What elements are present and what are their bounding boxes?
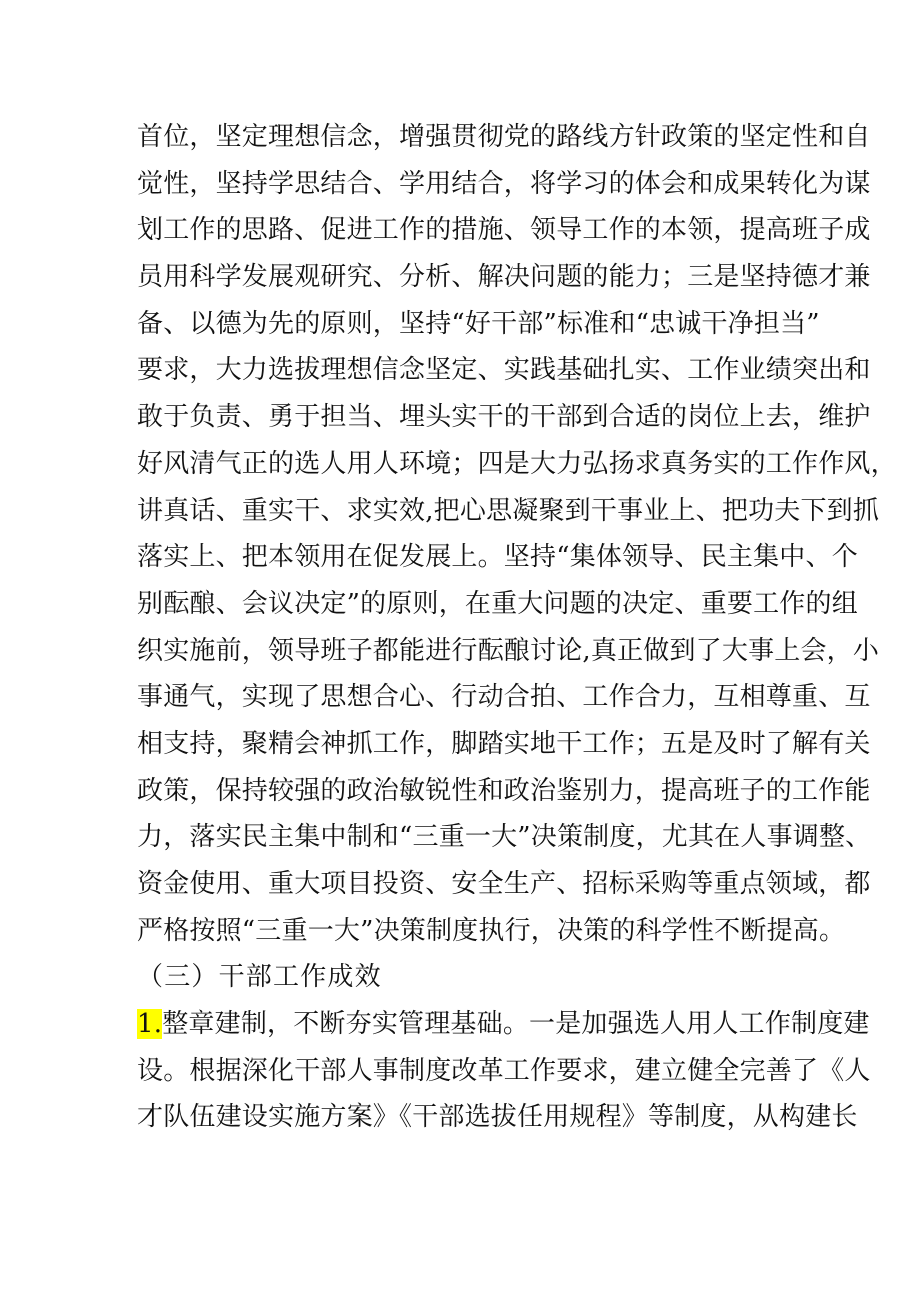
paragraph-line: 落实上、把本领用在促发展上。坚持“集体领导、民主集中、个: [137, 542, 858, 573]
document-body: [137, 114, 897, 1141]
paragraph-line: 要求，大力选拔理想信念坚定、实践基础扎实、工作业绩突出和: [137, 355, 871, 386]
item-number-highlight: 1.: [137, 1009, 163, 1040]
paragraph-line: 别酝酿、会议决定”的原则，在重大问题的决定、重要工作的组: [137, 588, 858, 619]
paragraph-line: 资金使用、重大项目投资、安全生产、招标采购等重点领域，都: [137, 869, 871, 899]
item-first-line-text: 整章建制，不断夯实管理基础。一是加强选人用人工作制度建: [162, 1009, 870, 1040]
paragraph-line: 织实施前，领导班子都能进行酝酿讨论,真正做到了大事上会，小: [137, 635, 880, 666]
paragraph-line: 严格按照“三重一大”决策制度执行，决策的科学性不断提高。: [137, 915, 846, 946]
paragraph-line: 划工作的思路、促进工作的措施、领导工作的本领，提高班子成: [137, 215, 871, 246]
paragraph-line: 事通气，实现了思想合心、行动合拍、工作合力，互相尊重、互: [137, 682, 871, 713]
paragraph-line: 设。根据深化干部人事制度改革工作要求，建立健全完善了《人: [137, 1055, 871, 1086]
section-heading: （三）干部工作成效: [137, 962, 382, 993]
paragraph-line: 员用科学发展观研究、分析、解决问题的能力；三是坚持德才兼: [137, 262, 871, 293]
paragraph-line: 敢于负责、勇于担当、埋头实干的干部到合适的岗位上去，维护: [137, 402, 871, 433]
paragraph-line: 政策，保持较强的政治敏锐性和政治鉴别力，提高班子的工作能: [137, 775, 871, 806]
paragraph-line: 备、以德为先的原则，坚持“好干部”标准和“忠诚干净担当”: [137, 308, 820, 339]
numbered-item-first-line: [137, 1001, 870, 1048]
paragraph-line: 觉性，坚持学思结合、学用结合，将学习的体会和成果转化为谋: [137, 168, 871, 199]
paragraph-line: 讲真话、重实干、求实效,把心思凝聚到干事业上、把功夫下到抓: [137, 495, 880, 526]
paragraph-line: 首位，坚定理想信念，增强贯彻党的路线方针政策的坚定性和自: [137, 122, 871, 152]
paragraph-line: 力，落实民主集中制和“三重一大”决策制度，尤其在人事调整、: [137, 822, 872, 853]
paragraph-line: 才队伍建设实施方案》《干部选拔任用规程》等制度，从构建长: [137, 1102, 858, 1133]
paragraph-line: 好风清气正的选人用人环境；四是大力弘扬求真务实的工作作风，: [137, 448, 897, 479]
paragraph-line: 相支持，聚精会神抓工作，脚踏实地干工作；五是及时了解有关: [137, 728, 871, 759]
